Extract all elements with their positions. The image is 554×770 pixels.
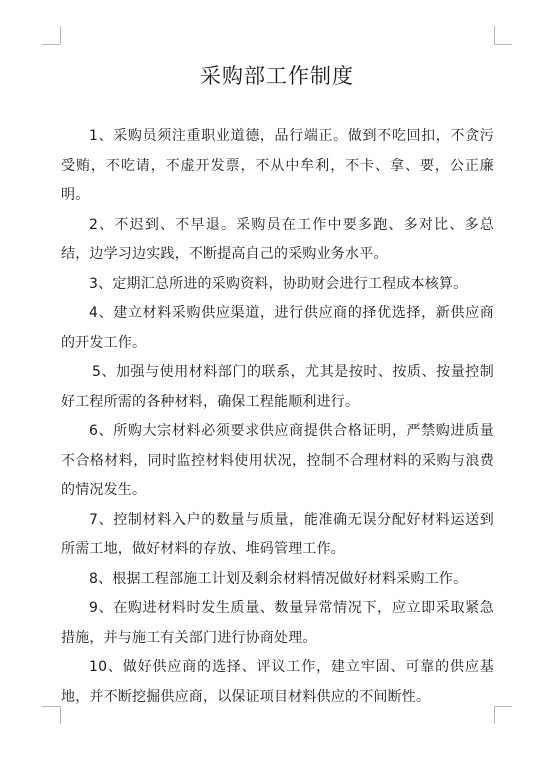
- document-title: 采购部工作制度: [200, 64, 354, 88]
- paragraph-2: 2、不迟到、不早退。采购员在工作中要多跑、多对比、多总结，边学习边实践，不断提高自己的采购业务水平。: [61, 216, 494, 262]
- crop-mark-bottom-left: [42, 706, 60, 707]
- crop-mark-bottom-right: [494, 706, 495, 724]
- paragraph-6: 6、所购大宗材料必须要求供应商提供合格证明，严禁购进质量不合格材料，同时监控材料使用状况，控制不合理材料的采购与浪费的情况发生。: [61, 423, 494, 498]
- paragraph-4: 4、建立材料采购供应渠道，进行供应商的择优选择，新供应商的开发工作。: [61, 305, 494, 351]
- paragraph-7: 7、控制材料入户的数量与质量，能准确无误分配好材料运送到所需工地，做好材料的存放、堆码管理工作。: [61, 511, 494, 557]
- crop-mark-top-left: [42, 44, 60, 45]
- paragraph-10: 10、做好供应商的选择、评议工作，建立牢固、可靠的供应基地，并不断挖掘供应商，以保证项目材料供应的不间断性。: [61, 659, 494, 705]
- paragraph-8: 8、根据工程部施工计划及剩余材料情况做好材料采购工作。: [89, 570, 468, 587]
- paragraph-1: 1、采购员须注重职业道德，品行端正。做到不吃回扣，不贪污受贿，不吃请，不虚开发票，不从中牟利，不卡、拿、要，公正廉明。: [61, 128, 494, 203]
- paragraph-3: 3、定期汇总所进的采购资料，协助财会进行工程成本核算。: [89, 275, 468, 292]
- document-body: [61, 122, 494, 712]
- crop-mark-top-right: [494, 44, 512, 45]
- crop-mark-top-right: [494, 26, 495, 44]
- paragraph-5: 5、加强与使用材料部门的联系，尤其是按时、按质、按量控制好工程所需的各种材料，确保工程能顺利进行。: [61, 364, 494, 410]
- paragraph-9: 9、在购进材料时发生质量、数量异常情况下，应立即采取紧急措施，并与施工有关部门进行协商处理。: [61, 600, 494, 646]
- crop-mark-bottom-right: [494, 706, 512, 707]
- crop-mark-top-left: [60, 26, 61, 44]
